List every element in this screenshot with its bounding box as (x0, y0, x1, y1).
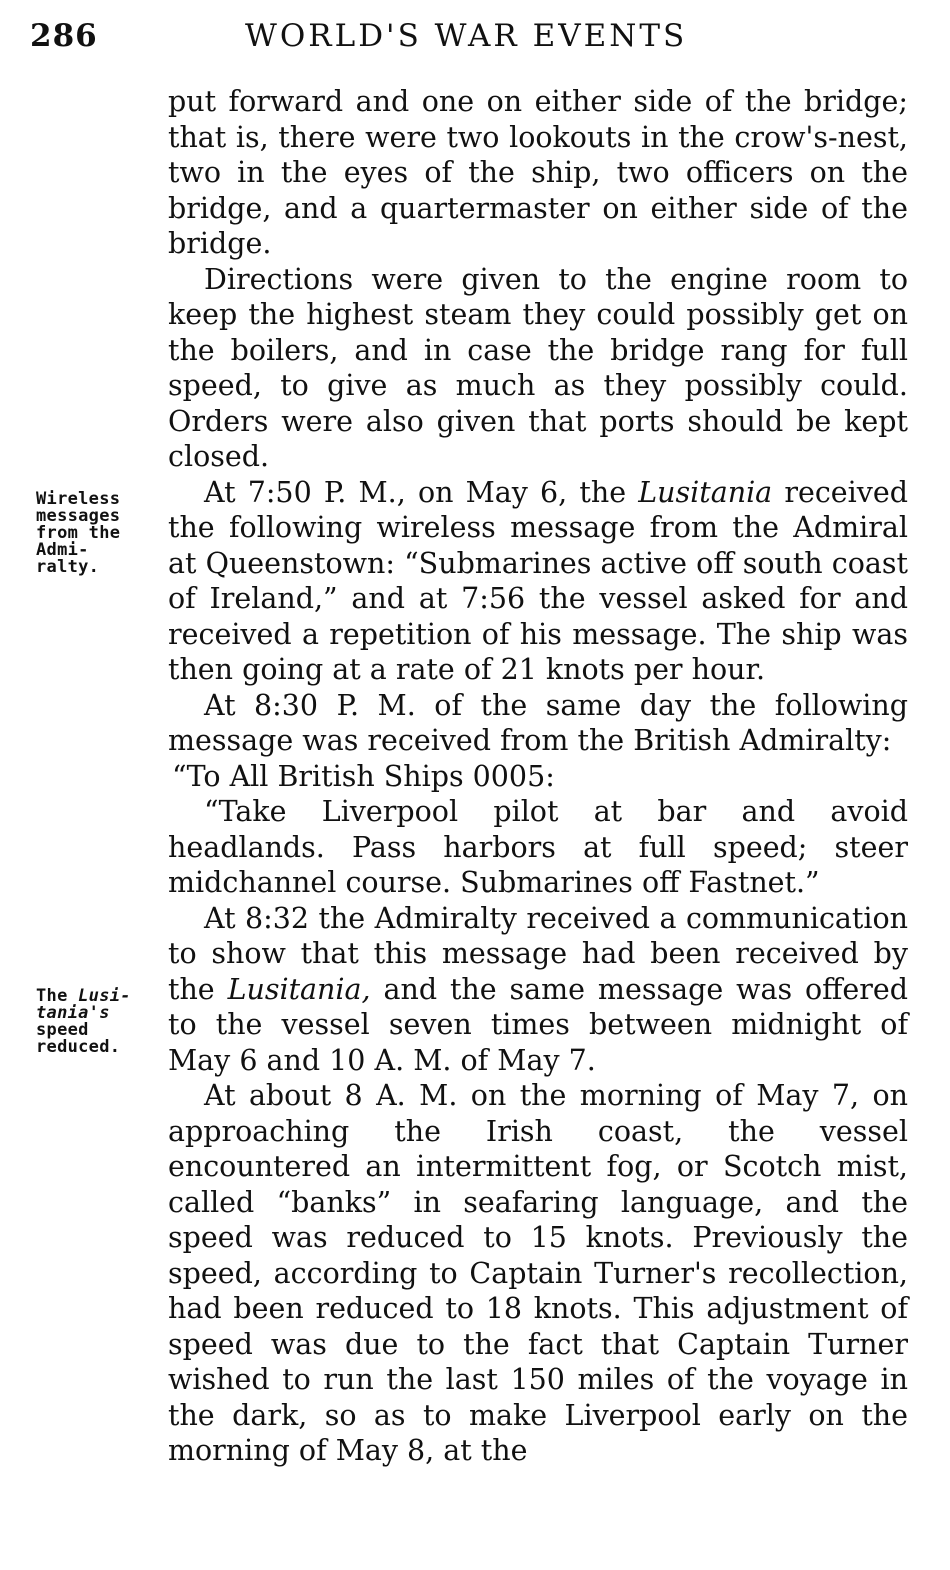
paragraph-text: At 8:32 the Admiralty received a communication to show that this message had been received by the (168, 901, 908, 1006)
side-note-line: reduced. (36, 1037, 121, 1057)
paragraph-communication (168, 901, 908, 1079)
paragraph-wireless-message (168, 475, 908, 688)
side-note-line: Admi- (36, 540, 89, 560)
paragraph-engine-room: Directions were given to the engine room to keep the highest steam they could possibly get on the boilers, and in case the bridge rang for full speed, to give as much as they possibly could. Orders were also given that ports should be kept closed. (168, 262, 908, 473)
paragraph-lookouts: put forward and one on either side of the bridge; that is, there were two lookouts in the crow's-nest, two in the eyes of the ship, two officers on the bridge, and a quartermaster on either side of the bridge. (168, 85, 908, 260)
page-header (30, 18, 910, 58)
paragraph-text: received the following wireless message from the Admiral at Queenstown: “Submarines active off south coast of Ireland,” and at 7:56 the vessel asked for and received a repetition of his message. The ship was then going at a rate of 21 knots per hour. (168, 475, 908, 686)
side-note-speed-reduced (36, 988, 154, 1056)
paragraph-fog: At about 8 A. M. on the morning of May 7, on approaching the Irish coast, the vessel encountered an intermittent fog, or Scotch mist, called “banks” in seafaring language, and the speed was reduced to 15 knots. Previously the speed, according to Captain Turner's recollection, had been reduced to 18 knots. This adjustment of speed was due to the fact that Captain Turner wished to run the last 150 miles of the voyage in the dark, so as to make Liverpool early on the morning of May 8, at the (168, 1079, 908, 1467)
running-title: WORLD'S WAR EVENTS (245, 18, 688, 54)
ship-name: Lusitania, (227, 972, 371, 1006)
paragraph-text: and the same message was offered to the vessel seven times between midnight of May 6 and 10 A. M. of May 7. (168, 972, 908, 1077)
body-text (168, 84, 908, 1469)
page-number: 286 (30, 18, 98, 54)
side-note-wireless (36, 491, 154, 576)
side-note-line: from the (36, 523, 121, 543)
side-note-text: The (36, 986, 79, 1006)
paragraph-text: At 7:50 P. M., on May 6, the (204, 475, 639, 509)
message-heading: “To All British Ships 0005: (172, 759, 555, 793)
side-note-line: messages (36, 506, 121, 526)
message-text: “Take Liverpool pilot at bar and avoid headlands. Pass harbors at full speed; steer midchannel course. Submarines off Fastnet.” (168, 795, 908, 899)
ship-name: Lusitania (638, 475, 773, 509)
side-note-line: speed (36, 1020, 89, 1040)
side-note-line: tania's (36, 1003, 110, 1023)
paragraph-admiralty-message: At 8:30 P. M. of the same day the following message was received from the British Admiralty: (168, 688, 908, 757)
side-note-ship-name: Lusi- (78, 986, 131, 1006)
side-note-line: ralty. (36, 557, 100, 577)
side-note-line: Wireless (36, 489, 121, 509)
